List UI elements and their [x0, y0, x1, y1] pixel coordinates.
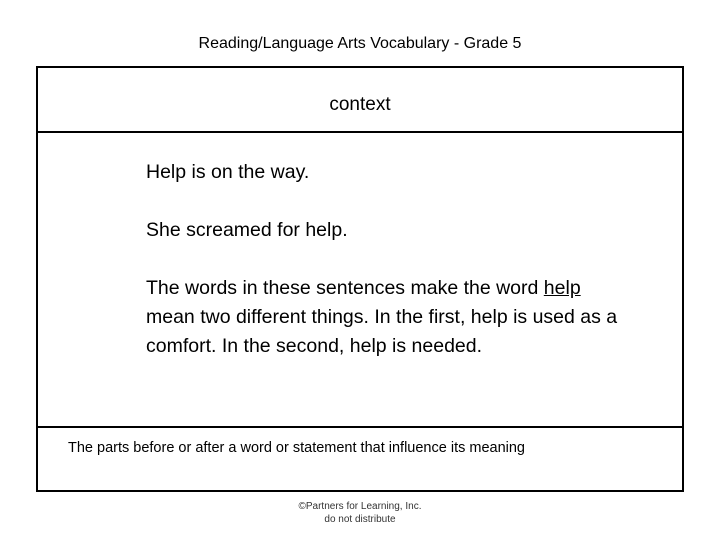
- explanation-text-after: mean two different things. In the first, help is used as a comfort. In the second, help is needed.: [146, 306, 618, 357]
- vocabulary-card: [36, 66, 684, 492]
- copyright-text: ©Partners for Learning, Inc.: [298, 501, 422, 512]
- explanation-text-before: The words in these sentences make the word: [146, 277, 544, 299]
- definition-row: [38, 426, 682, 490]
- vocabulary-term: context: [329, 94, 391, 115]
- example-explanation: [146, 274, 626, 361]
- footer: [0, 500, 720, 526]
- page-title: Reading/Language Arts Vocabulary - Grade 5: [198, 35, 522, 52]
- example-section: [146, 158, 626, 361]
- distribution-notice: do not distribute: [324, 514, 396, 525]
- definition-text: The parts before or after a word or statement that influence its meaning: [68, 440, 525, 456]
- underlined-word: help: [543, 277, 581, 299]
- example-sentence-1: Help is on the way.: [146, 161, 310, 183]
- term-row: [38, 68, 682, 133]
- example-sentence-2: She screamed for help.: [146, 219, 348, 241]
